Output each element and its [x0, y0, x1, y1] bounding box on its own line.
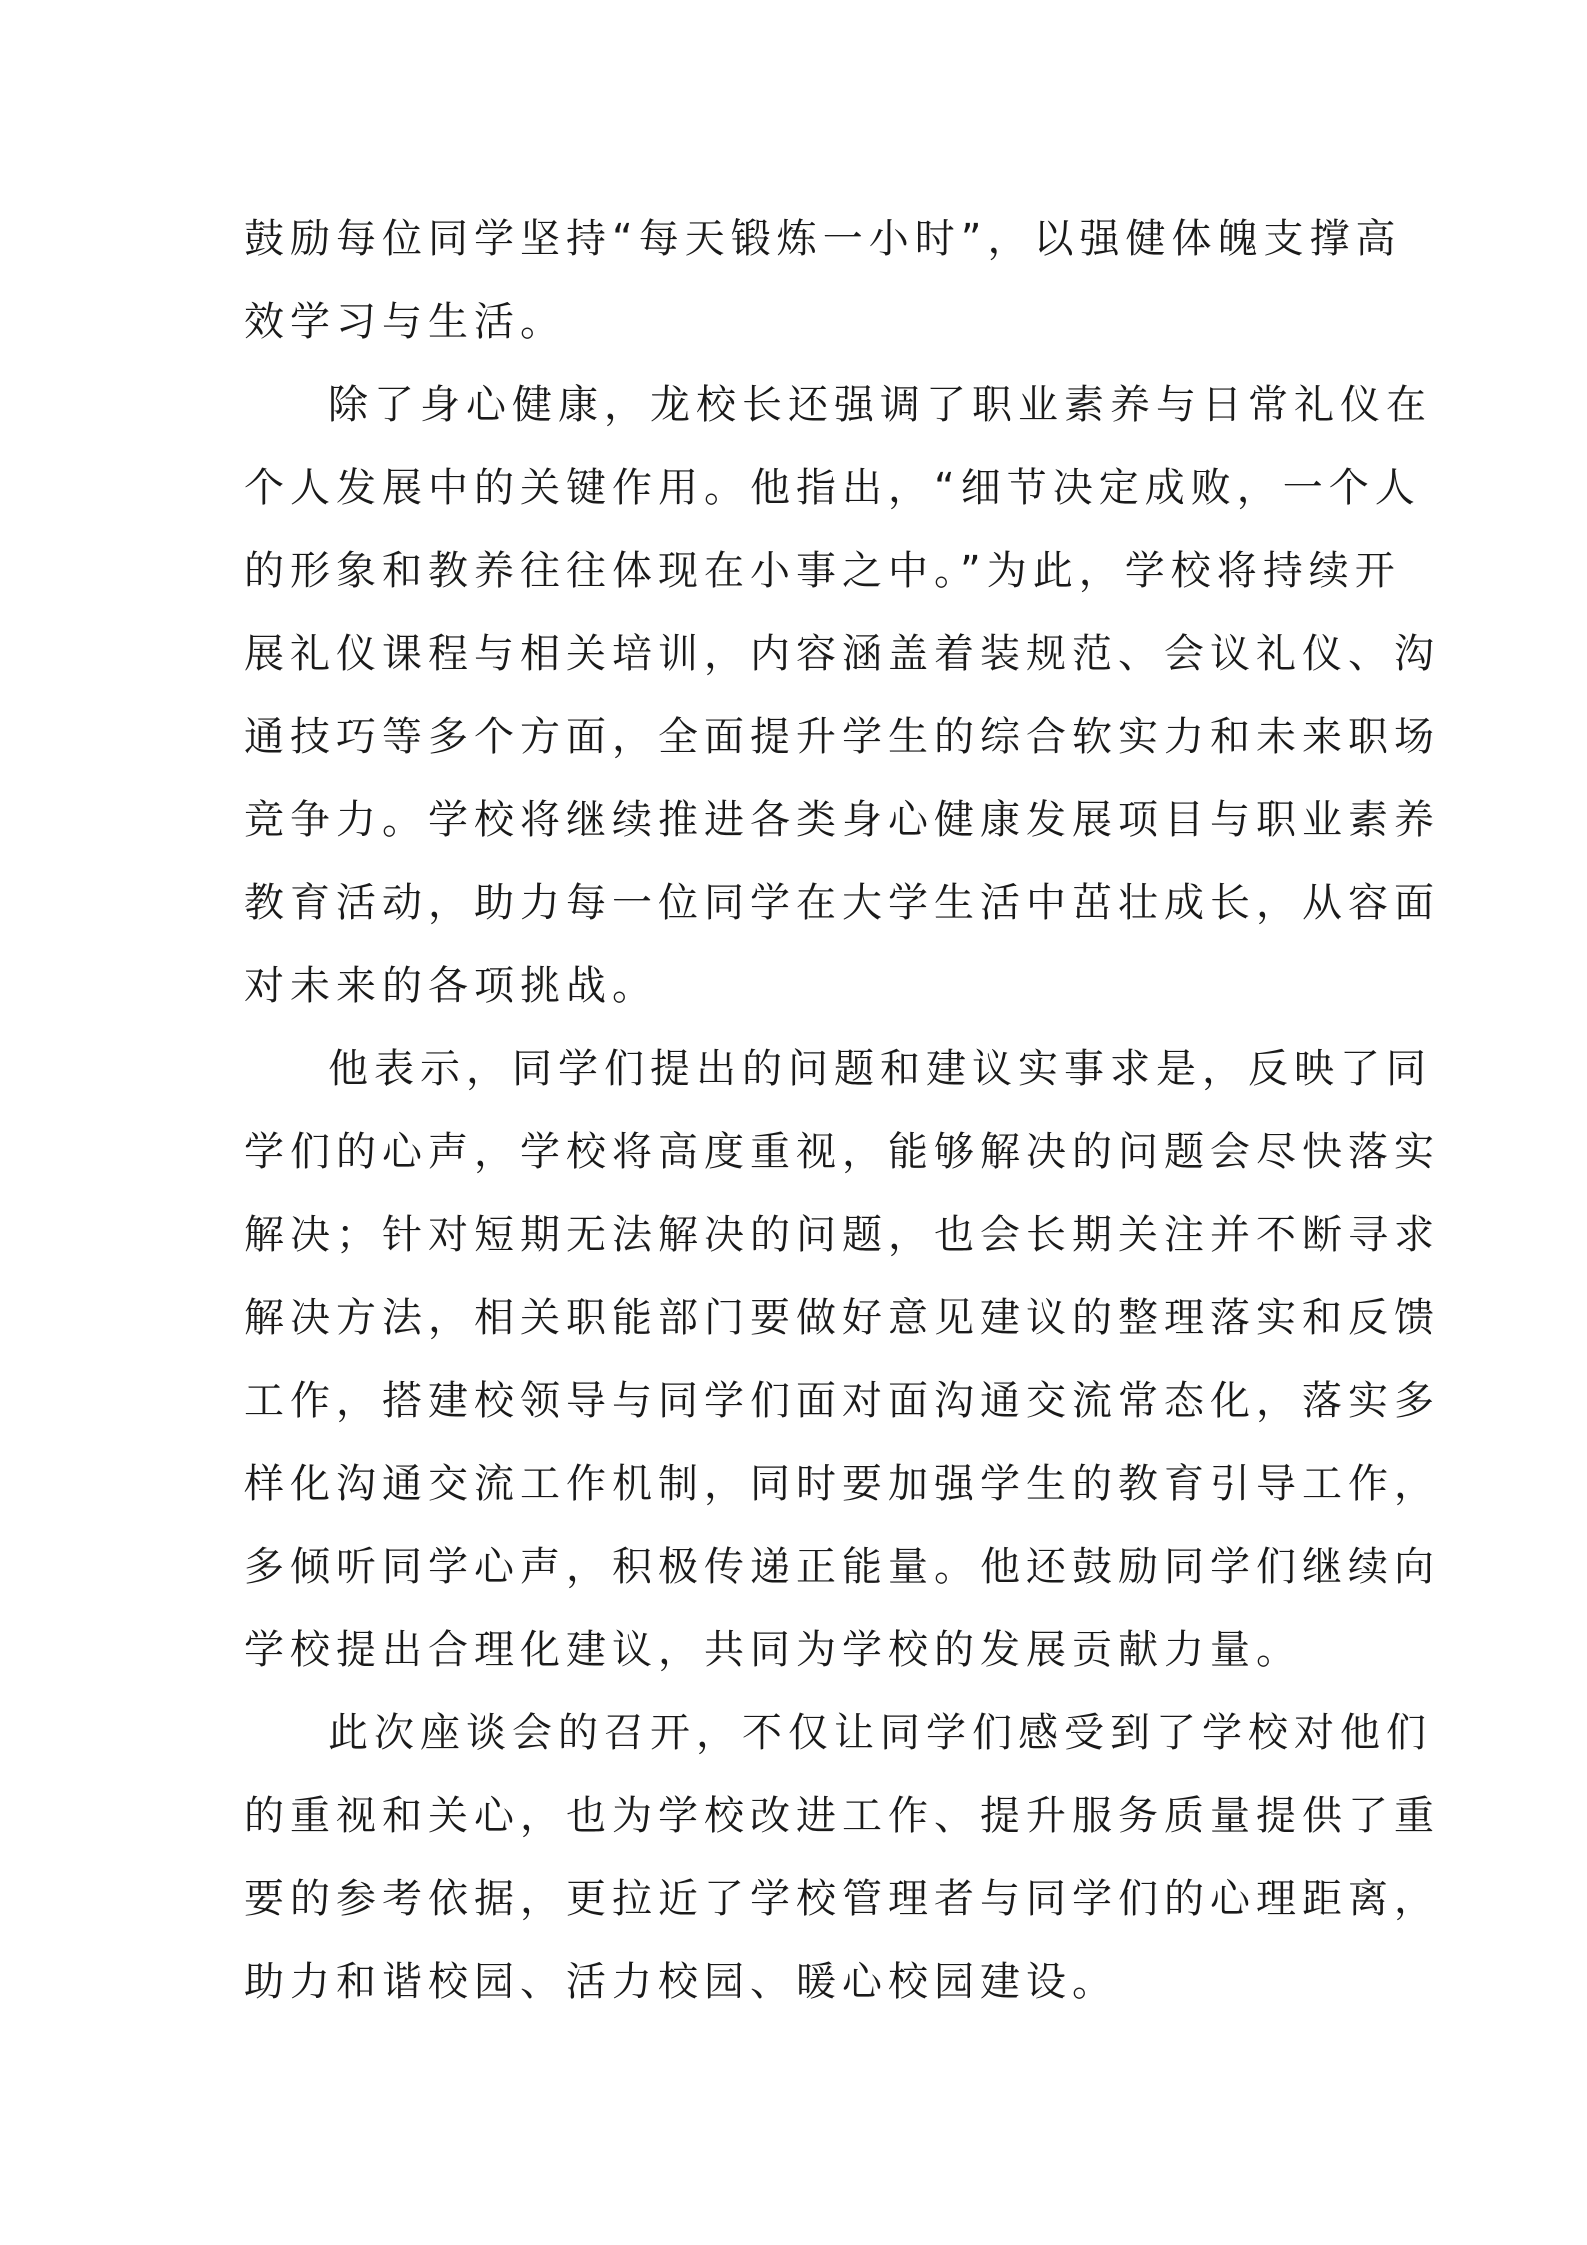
- text-line: 工作，搭建校领导与同学们面对面沟通交流常态化，落实多: [244, 1378, 1440, 1424]
- text-line: 多倾听同学心声，积极传递正能量。他还鼓励同学们继续向: [244, 1544, 1440, 1590]
- text-line: 学校提出合理化建议，共同为学校的发展贡献力量。: [244, 1627, 1302, 1673]
- text-line: 鼓励每位同学坚持“每天锻炼一小时”，以强健体魄支撑高: [244, 216, 1402, 262]
- text-line: 效学习与生活。: [244, 299, 566, 345]
- text-line: 对未来的各项挑战。: [244, 963, 658, 1009]
- paragraph: [244, 364, 1440, 1028]
- paragraph: [244, 1028, 1440, 1692]
- text-line: 要的参考依据，更拉近了学校管理者与同学们的心理距离，: [244, 1876, 1440, 1922]
- paragraph: [244, 198, 1402, 364]
- text-line: 样化沟通交流工作机制，同时要加强学生的教育引导工作，: [244, 1461, 1440, 1507]
- text-line: 学们的心声，学校将高度重视，能够解决的问题会尽快落实: [244, 1129, 1440, 1175]
- text-line: 此次座谈会的召开，不仅让同学们感受到了学校对他们: [328, 1710, 1432, 1756]
- text-line: 助力和谐校园、活力校园、暖心校园建设。: [244, 1959, 1118, 2005]
- text-line: 的重视和关心，也为学校改进工作、提升服务质量提供了重: [244, 1793, 1440, 1839]
- text-line: 的形象和教养往往体现在小事之中。”为此，学校将持续开: [244, 548, 1401, 594]
- text-line: 展礼仪课程与相关培训，内容涵盖着装规范、会议礼仪、沟: [244, 631, 1440, 677]
- paragraph: [244, 1692, 1440, 2024]
- document-body: [244, 198, 1440, 2024]
- text-line: 教育活动，助力每一位同学在大学生活中茁壮成长，从容面: [244, 880, 1440, 926]
- text-line: 解决；针对短期无法解决的问题，也会长期关注并不断寻求: [244, 1212, 1440, 1258]
- text-line: 他表示，同学们提出的问题和建议实事求是，反映了同: [328, 1046, 1432, 1092]
- text-line: 除了身心健康，龙校长还强调了职业素养与日常礼仪在: [328, 382, 1432, 428]
- text-line: 竞争力。学校将继续推进各类身心健康发展项目与职业素养: [244, 797, 1440, 843]
- text-line: 解决方法，相关职能部门要做好意见建议的整理落实和反馈: [244, 1295, 1440, 1341]
- text-line: 个人发展中的关键作用。他指出，“细节决定成败，一个人: [244, 465, 1421, 511]
- text-line: 通技巧等多个方面，全面提升学生的综合软实力和未来职场: [244, 714, 1440, 760]
